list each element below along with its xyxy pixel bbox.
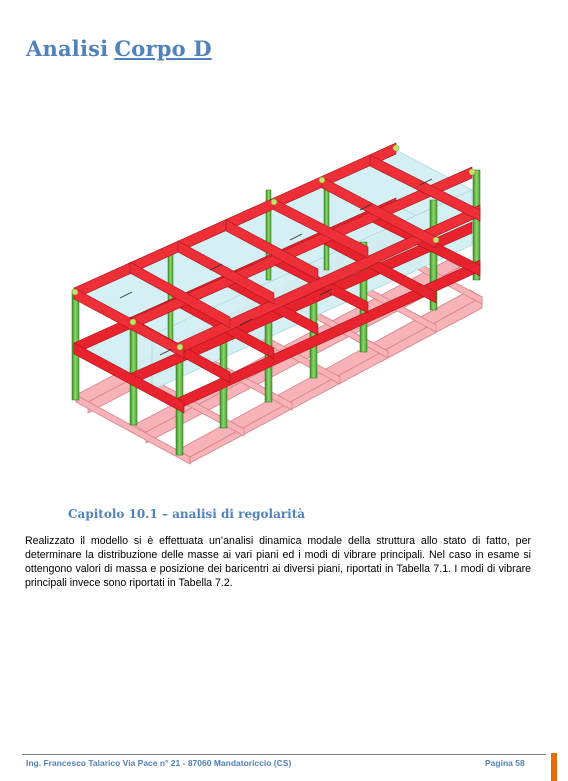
footer-page-number: Pagina 58 <box>485 758 525 768</box>
structure-3d-model-figure <box>60 140 500 465</box>
page-title <box>26 36 212 61</box>
footer-address: Ing. Francesco Talarico Via Pace n° 21 - 87060 Mandatoriccio (CS) <box>26 758 292 768</box>
title-prefix: Analisi <box>26 36 109 61</box>
section-heading: Capitolo 10.1 – analisi di regolarità <box>68 507 306 521</box>
footer-divider <box>22 754 546 755</box>
title-underlined: Corpo D <box>114 36 212 61</box>
body-paragraph: Realizzato il modello si è effettuata un’analisi dinamica modale della struttura allo stato di fatto, per determinare la distribuzione delle masse ai vari piani ed i modi di vibrare principali. Nel caso in esame si ottengono valori di massa e posizione dei baricentri ai diversi piani, riportati in Tabella 7.1. I modi di vibrare principali invece sono riportati in Tabella 7.2. <box>25 535 531 589</box>
footer-accent-bar <box>551 753 557 781</box>
